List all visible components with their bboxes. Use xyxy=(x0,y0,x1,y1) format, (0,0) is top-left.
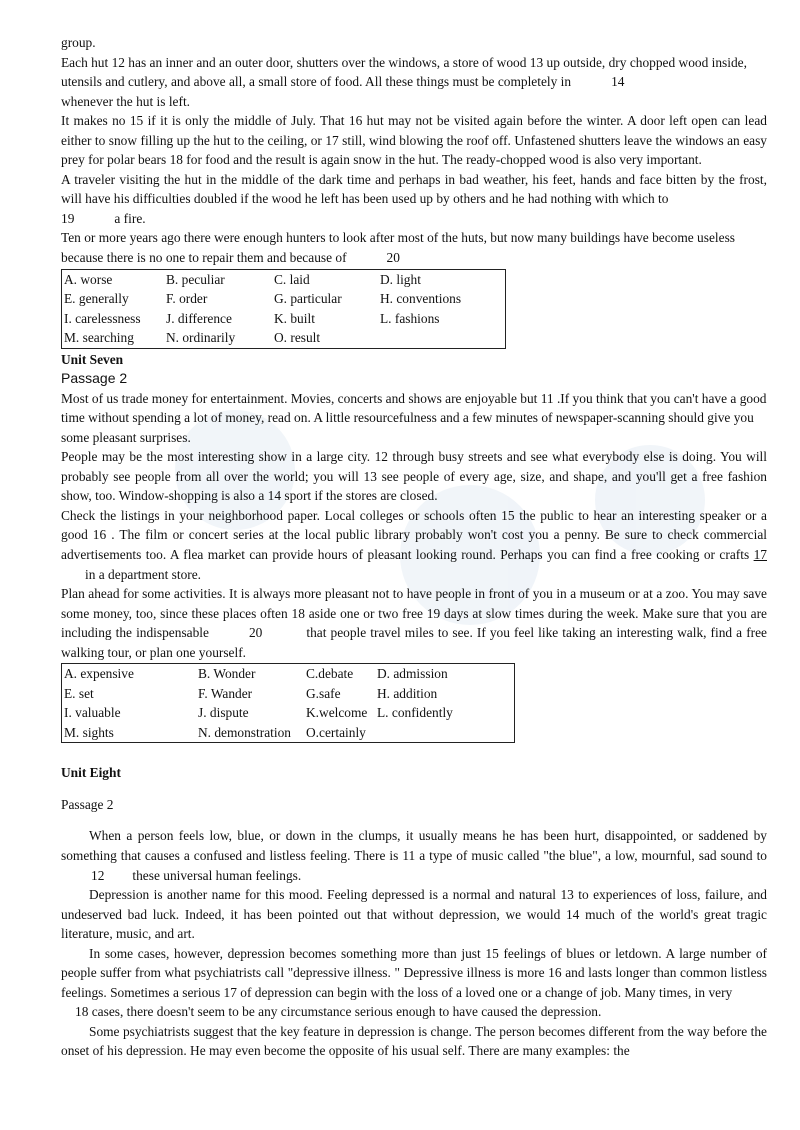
unit-seven-passage-label: Passage 2 xyxy=(61,370,128,387)
unit-seven-heading: Unit Seven xyxy=(61,351,124,367)
paragraph-entertainment: Most of us trade money for entertainment. Movies, concerts and shows are enjoyable but 11 .If you think that you can't have a good time without spending a lot of money, read on. A little resourcefulness and a few minutes of newspaper-scanning should give you some pleasant surprises. xyxy=(61,390,767,445)
unit-eight-heading: Unit Eight xyxy=(61,765,121,781)
paragraph-hunters: Ten or more years ago there were enough hunters to look after most of the huts, but now many buildings have become useless because there is no one to repair them and because of 20 xyxy=(61,230,735,266)
paragraph-july: It makes no 15 if it is only the middle of July. That 16 hut may not be visited again before the winter. A door left open can lead either to snow filling up the hut to the ceiling, or 17 still, wind blowing the roof off. Unfastened shutters leave the windows an easy prey for polar bears 18 for food and the result is again snow in the hut. The ready-chopped wood is also very important. xyxy=(61,113,767,168)
paragraph-plan-ahead: Plan ahead for some activities. It is always more pleasant not to have people in front of you in a museum or at a zoo. You may save some money, too, since these places often 18 aside one or two free 19 days at slow times during the week. Make sure that you are including the indispensable 20 that people travel miles to see. If you feel like taking an interesting walk, find a free walking tour, or plan one yourself. xyxy=(61,586,767,660)
paragraph-traveler: A traveler visiting the hut in the middle of the dark time and perhaps in bad weather, his feet, hands and face bitten by the frost, will have his difficulties doubled if the wood he left has been used up by others and he had nothing with which to 19 a fire. xyxy=(61,171,767,226)
table-row: M. searching N. ordinarily O. result xyxy=(64,330,321,346)
blank-20: 20 xyxy=(248,625,263,641)
table-row: E. generally F. order G. particular H. conventions xyxy=(64,291,462,307)
table-row: A. expensive B. Wonder C.debate D. admission xyxy=(64,666,448,682)
paragraph-continuation: 18 cases, there doesn't seem to be any circumstance serious enough to have caused the depression. xyxy=(75,1004,602,1020)
paragraph-listings: Check the listings in your neighborhood paper. Local colleges or schools often 15 the public to hear an interesting speaker or a good 16 . The film or concert series at the local public library probably won't cost you a penny. Be sure to check commercial advertisements too. A flea market can provide hours of pleasant looking round. Perhaps you can find a free cooking or crafts 17in a department store. xyxy=(61,507,767,582)
blank-17: 17 xyxy=(753,547,767,563)
table-row: I. carelessness J. difference K. built L. fashions xyxy=(64,310,440,326)
paragraph-feels-low: When a person feels low, blue, or down in the clumps, it usually means he has been hurt, disappointed, or saddened by something that causes a confused and listless feeling. There is 11 a type of music called "the blue", a low, mournful, sad sound to12 these universal human feelings. xyxy=(61,828,767,883)
options-table-2 xyxy=(61,663,515,743)
paragraph-key-feature: Some psychiatrists suggest that the key feature in depression is change. The person becomes different from the way before the onset of his depression. He may even become the opposite of his usual self. There are many examples: the xyxy=(61,1023,767,1059)
table-row: E. set F. Wander G.safe H. addition xyxy=(64,685,438,701)
options-table-1 xyxy=(61,269,506,349)
paragraph-depressive-illness: In some cases, however, depression becomes something more than just 15 feelings of blues or letdown. A large number of people suffer from what psychiatrists call "depressive illness. " Depressive illness is more 16 and lasts longer than common listless feelings. Sometimes a serious 17 of depression can begin with the loss of a loved one or a change of job. Many times, in very xyxy=(61,945,767,1000)
paragraph-depression-name: Depression is another name for this mood. Feeling depressed is a normal and natural 13 to experiences of loss, failure, and undeserved bad luck. Indeed, it has been pointed out that without depression, we would 14 much of the world's great tragic literature, music, and art. xyxy=(61,887,767,942)
paragraph-hut-contents: Each hut 12 has an inner and an outer door, shutters over the windows, a store of wood 13 up outside, dry chopped wood inside, utensils and cutlery, and above all, a small store of food. All these things must be completely in 14 whenever the hut is left. xyxy=(61,54,747,109)
blank-20: 20 xyxy=(386,250,400,266)
blank-12: 12 xyxy=(91,867,105,883)
blank-19: 19 xyxy=(61,210,75,226)
table-row: I. valuable J. dispute K.welcome L. confidently xyxy=(64,705,453,721)
table-row: M. sights N. demonstration O.certainly xyxy=(64,724,366,740)
paragraph-people-show: People may be the most interesting show in a large city. 12 through busy streets and see what everybody else is doing. You will probably see people from all over the world; you will 13 see people of every age, size, and shape, and you'll get a free fashion show, too. Window-shopping is also a 14 sport if the stores are closed. xyxy=(61,449,767,504)
unit-eight-passage-label: Passage 2 xyxy=(61,796,114,812)
blank-14: 14 xyxy=(611,74,625,90)
document-page xyxy=(61,33,767,1061)
text-line-group: group. xyxy=(61,35,96,50)
table-row: A. worse B. peculiar C. laid D. light xyxy=(64,271,421,287)
